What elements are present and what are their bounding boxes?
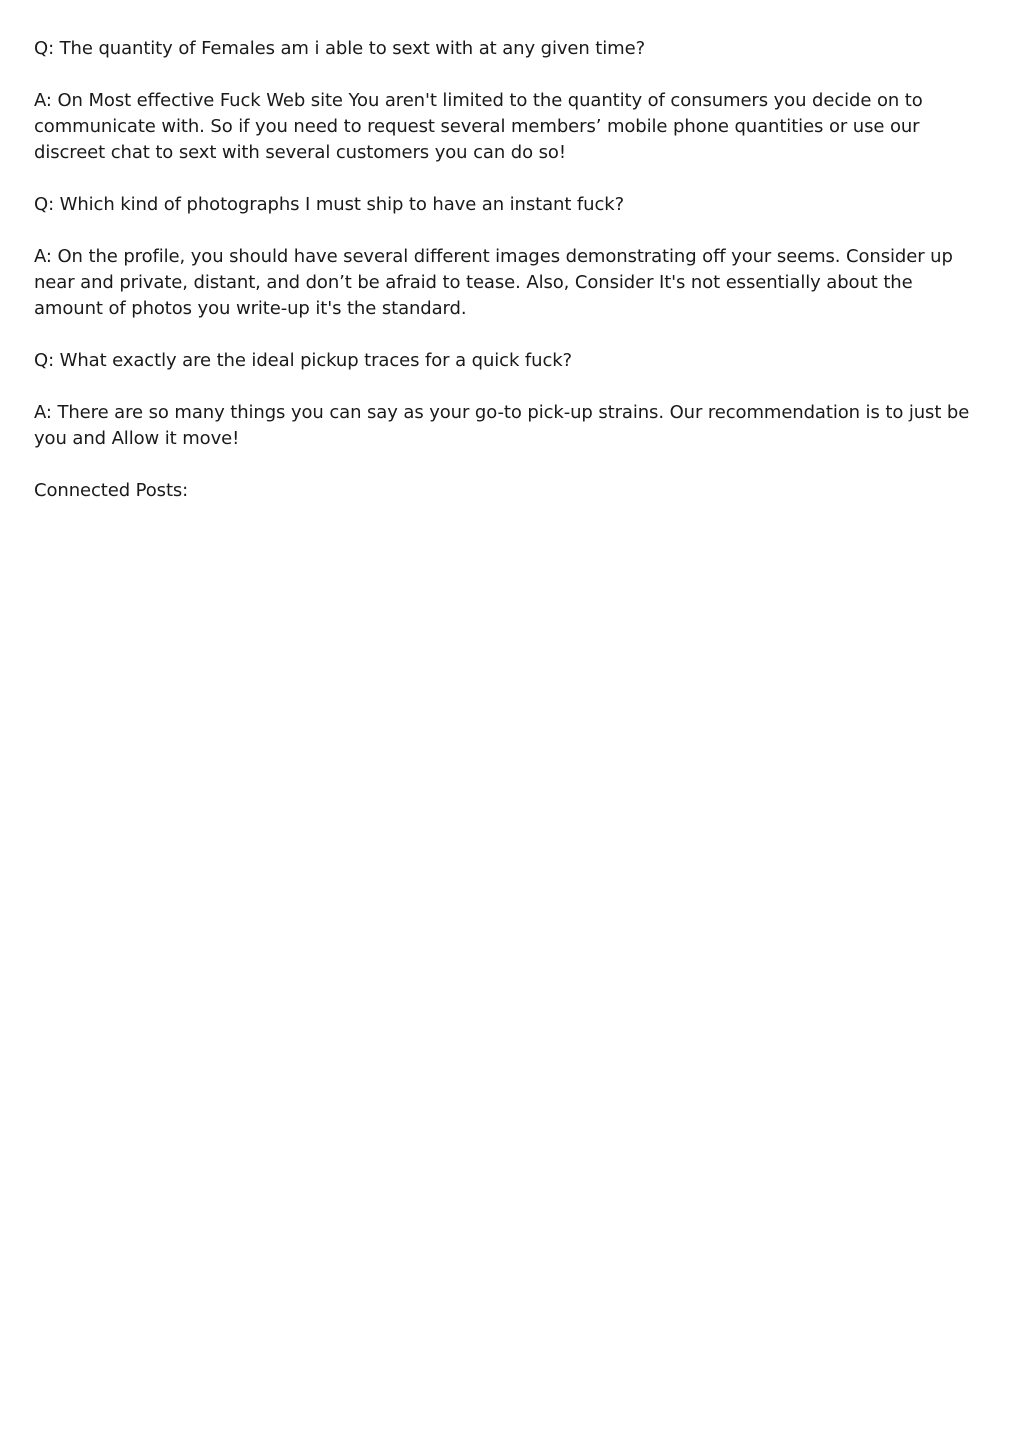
faq-question-1: Q: The quantity of Females am i able to sext with at any given time? bbox=[34, 38, 646, 59]
faq-question-2: Q: Which kind of photographs I must ship to have an instant fuck? bbox=[34, 194, 625, 215]
faq-answer-3: A: There are so many things you can say as your go-to pick-up strains. Our recommendation is to just be you and Allow it move! bbox=[34, 402, 970, 449]
faq-question-3: Q: What exactly are the ideal pickup traces for a quick fuck? bbox=[34, 350, 573, 371]
connected-posts-heading: Connected Posts: bbox=[34, 480, 189, 501]
faq-answer-2: A: On the profile, you should have several different images demonstrating off your seems. Consider up near and private, distant, and don’t be afraid to tease. Also, Consider It's not essentially about the amount of photos you write-up it's the standard. bbox=[34, 246, 953, 319]
faq-answer-1: A: On Most effective Fuck Web site You aren't limited to the quantity of consumers you decide on to communicate with. So if you need to request several members’ mobile phone quantities or use our discreet chat to sext with several customers you can do so! bbox=[34, 90, 923, 163]
